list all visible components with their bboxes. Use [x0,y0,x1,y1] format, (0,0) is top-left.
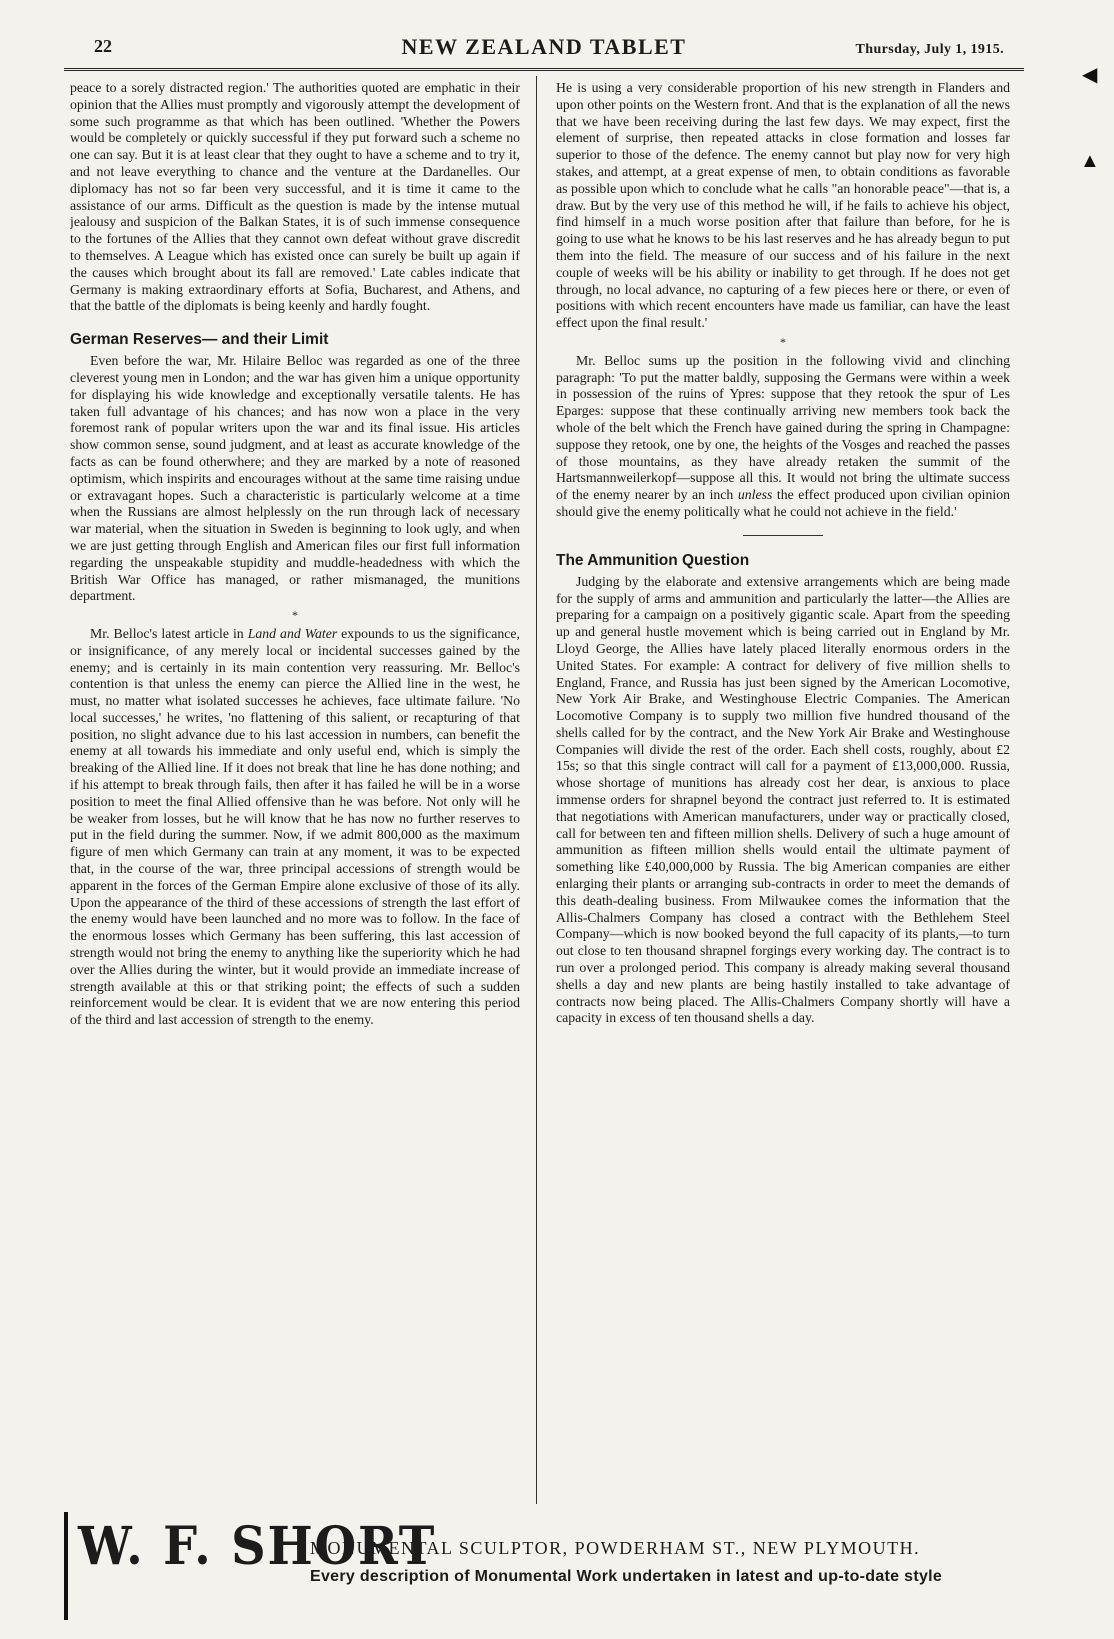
newspaper-title: NEW ZEALAND TABLET [401,34,687,59]
binding-arrow-icon: ▲ [1080,150,1100,172]
advert-bar [64,1512,68,1620]
issue-date: Thursday, July 1, 1915. [855,42,1004,57]
advert-line1: MONUMENTAL SCULPTOR, POWDERHAM ST., NEW PLYMOUTH. [310,1538,921,1558]
page-number: 22 [94,36,112,56]
section-heading-ammunition: The Ammunition Question [556,551,750,569]
paragraph: Judging by the elaborate and extensive arrangements which are being made for the supply of arms and ammunition and particularly the latter—the Allies are preparing for a campaign on a positively gigantic scale. Apart from the speeding up and general hustle movement which is being carried out in England by Mr. Lloyd George, the Allies have lately placed literally enormous orders in the United States. For example: A contract for delivery of five million shells to England, France, and Russia has just been signed by the American Locomotive, New York Air Brake, and Westinghouse Electric Companies. The American Locomotive Company is to supply two million five hundred thousand of the shells called for by the contract, and the New York Air Brake and Westinghouse Companies will divide the rest of the order. Each shell costs, roughly, about £2 15s; so that this single contract will call for a payment of £13,000,000. Russia, whose shortage of munitions has already cost her dear, is anxious to place immense orders for shrapnel beyond the contract just referred to. It is estimated that negotiations with American manufacturers, under way or practically closed, call for between ten and fifteen million shells. Delivery of such a huge amount of ammunition as fifteen million shells would entail the ultimate payment of something like £40,000,000 by Russia. The big American companies are either enlarging their plants or arranging sub-contracts in order to meet the demands of this death-dealing business. From Milwaukee comes the information that the Allis-Chalmers Company has closed a contract with the Bethlehem Steel Company—which is now booked beyond the full capacity of its plants,—to turn out close to ten thousand shrapnel forgings every working day. The contract is to run over a prolonged period. This company is already making several thousand shells a day and new plants are being hastily installed to take advantage of contracts now being placed. The Allis-Chalmers Company shortly will have a capacity in excess of ten thousand shells a day. [556,573,1010,1026]
section-heading-german-reserves: German Reserves— and their Limit [70,331,329,349]
paragraph: peace to a sorely distracted region.' The authorities quoted are emphatic in their opinion that the Allies must promptly and vigorously attempt the development of some such programme as that which has been outlined. 'Whether the Powers would be completely or quickly successful if they put forward such a scheme no one can say. But it is at least clear that they ought to have a scheme and to try it, and not leave everything to chance and the venture at the Dardanelles. Our diplomacy has not so far been very successful, and it is time it came to the assistance of our arms. Difficult as the question is made by the intense mutual jealousy and suspicion of the Balkan States, it is of such immense consequence to the fortunes of the Allies that they cannot own defeat without grave discredit to themselves. A League which has existed once can surely be built up again if the causes which brought about its fall are removed.' Late cables indicate that Germany is making extraordinary efforts at Sofia, Bucharest, and Athens, and that the battle of the diplomats is being keenly and hardly fought. [70,80,520,314]
asterism: * [780,334,786,349]
right-column [556,80,1010,1500]
section-rule [743,535,823,536]
publication-title: Land and Water [247,625,338,641]
asterism: * [292,608,298,623]
masthead [64,34,1024,71]
paragraph: Mr. Belloc sums up the position in the following vivid and clinching paragraph: 'To put the matter baldly, supposing the Germans were within a week in possession of the ruins of Ypres: suppose that they retook the spur of Les Eparges: suppose that these continually arriving new members took back the whole of the belt which the French have gained during the spring in Champagne: suppose they retook, one by one, the heights of the Vosges and reached the passes of those mountains, as they have already retaken the summit of the Hartsmannweilerkopf—suppose all this. It would not bring the ultimate success of the enemy nearer by an inch unless the effect produced upon civilian opinion should give the enemy politically what he could not achieve in the field.' [556,352,1010,519]
advert-name: W. F. SHORT [78,1516,437,1577]
paragraph: Mr. Belloc's latest article in Land and Water expounds to us the significance, or insignificance, of any merely local or incidental successes gained by the enemy; and is certainly in its main contention very reassuring. Mr. Belloc's contention is that unless the enemy can pierce the Allied line in the west, he must, no matter what isolated successes he achieves, face ultimate failure. 'No local successes,' he writes, 'no flattening of this salient, or recapturing of that position, no slight advance due to his last accession in numbers, can benefit the enemy at all towards his immediate and only useful end, which is simply the breaking of the Allied line. If it does not break that line he has done nothing; and if his attempt to break through fails, then after it has failed he will be in a worse position to meet the final Allied offensive than he was before. Not only will he be weaker from losses, but he will know that he has now no further reserves to put in the field during the summer. Now, if we admit 800,000 as the maximum figure of men which Germany can train at any moment, it was to be expected that, in the course of the war, three principal accessions of strength would be apparent in the forces of the German Empire alone exclusive of those of its ally. Upon the appearance of the third of these accessions of strength the last effort of the enemy would have been launched and no more was to follow. In the face of the enormous losses which Germany has been suffering, this last accession of strength would not bring the enemy to anything like the superiority which he had over the Allies during the winter, but it would provide an immediate increase of strength available at this or that striking point; the effects of such a sudden reinforcement would be clear. It is evident that we are now entering this period of the third and last accession of strength to the enemy. [70,625,520,1028]
paragraph: Even before the war, Mr. Hilaire Belloc was regarded as one of the three cleverest young men in London; and the war has given him a unique opportunity for displaying his wide knowledge and exceptionally versatile talents. He has taken full advantage of his chances; and has now won a place in the very foremost rank of popular writers upon the war and its final issue. His articles show common sense, sound judgment, and at least as accurate knowledge of the facts as can be found otherwhere; and they are marked by a note of reasoned optimism, which inspirits and encourages without at the same time raising undue or extravagant hopes. Such a characteristic is particularly welcome at a time when the Russians are almost helplessly on the run through lack of necessary war material, when the situation in Sweden is beginning to look ugly, and when we are just getting through English and American files our first full information regarding the unspeakable stupidity and muddle-headedness with which the British War Office has managed, or rather mismanaged, the munitions department. [70,353,520,604]
advert-line2: Every description of Monumental Work undertaken in latest and up-to-date style [310,1568,943,1585]
column-divider [536,76,537,1504]
advertisement [64,1512,1034,1622]
left-column [70,80,520,1500]
paragraph: He is using a very considerable proportion of his new strength in Flanders and upon other points on the Western front. And that is the explanation of all the news that we have been receiving during the last few days. We may expect, first the element of surprise, then repeated attacks in close formation and losses far superior to those of the defence. The enemy cannot but play now for very high stakes, and attempt, at a great expense of men, to obtain conditions as favorable as possible upon which to conclude what he calls "an honorable peace"—that is, a draw. But by the very use of this method he will, if he fails to achieve his object, find himself in a much worse position after that failure than before, for he is going to use what he knows to be his last reserves and he has already begun to put them into the field. The measure of our success and of his failure in the next couple of weeks will be his ability or inability to get through. If he does not get through, no local advance, no capturing of a few pieces here or there, or even of positions with which recent encounters have made us familiar, can have the least effect upon the final result.' [556,80,1010,331]
binding-arrow-icon: ◀ [1082,64,1098,86]
